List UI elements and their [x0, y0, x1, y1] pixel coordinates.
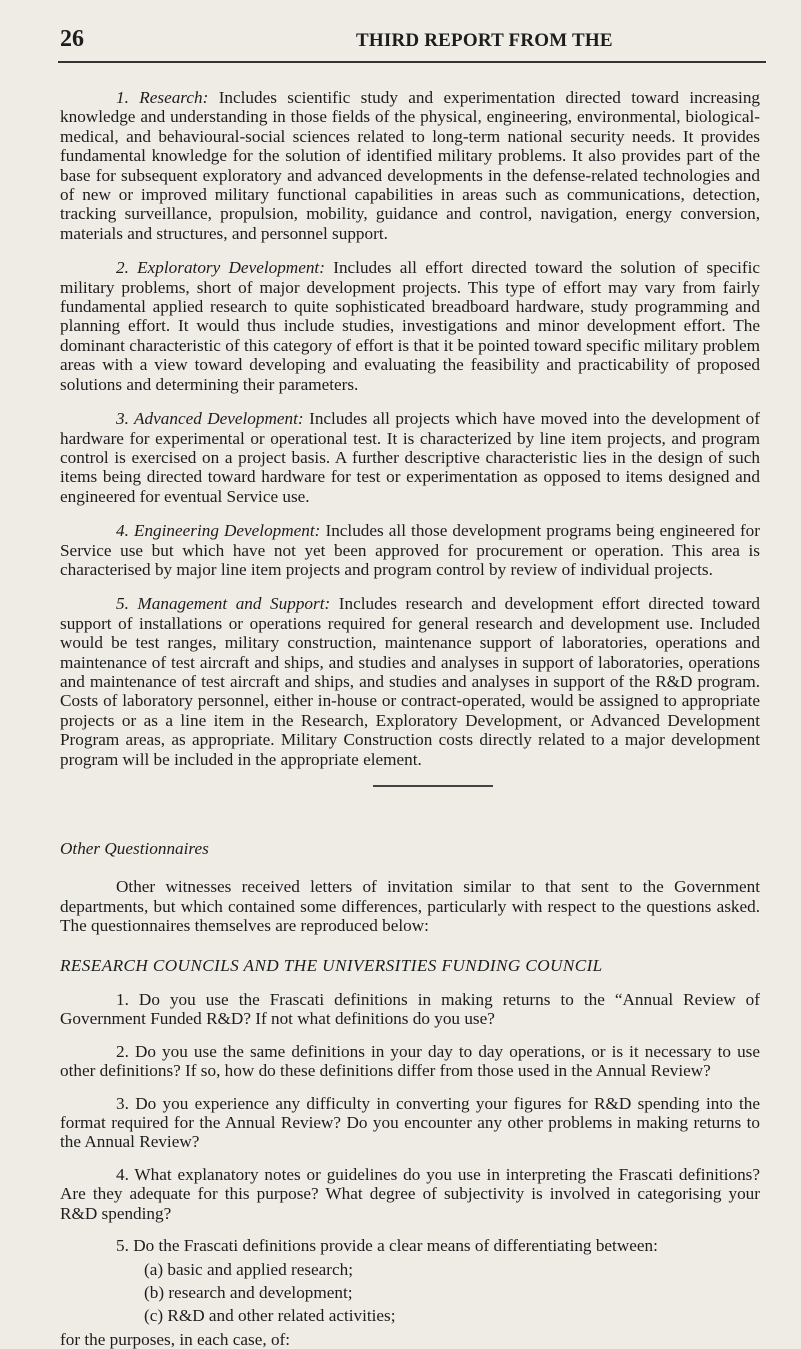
definition-text: Includes scientific study and experimentation directed toward increasing knowledge and understanding in those fields of the physical, engineering, environmental, biological-medical, and behavioural-social sciences related to long-term national security needs. It provides fundamental knowledge for the solution of identified military problems. It also provides part of the base for subsequent exploratory and advanced developments in the defense-related technologies and of new or improved military functional capabilities in areas such as communications, detection, tracking surveillance, propulsion, mobility, guidance and control, navigation, energy conversion, materials and structures, and personnel support. [60, 88, 761, 243]
subitem-c: (c) R&D and other related activities; [144, 1306, 396, 1326]
definition-term: 3. Advanced Development: [116, 409, 304, 429]
question-5: 5. Do the Frascati definitions provide a clear means of differentiating between: [116, 1236, 658, 1256]
definition-engineering-development [60, 521, 760, 579]
definition-text: Includes all those development programs being engineered for Service use but which have not yet been approved for procurement or operation. This area is characterised by major line item projects and program control by review of individual projects. [60, 521, 760, 579]
page-body [60, 88, 760, 1349]
subitem-b: (b) research and development; [144, 1282, 353, 1302]
definition-term: 5. Management and Support: [116, 594, 331, 614]
page-number: 26 [60, 26, 84, 52]
intro-paragraph: Other witnesses received letters of invitation similar to that sent to the Government departments, but which contained some differences, particularly with respect to the questions asked. The questionnaires themselves are reproduced below: [60, 877, 760, 936]
question-1: 1. Do you use the Frascati definitions in making returns to the “Annual Review of Government Funded R&D? If not what definitions do you use? [60, 990, 760, 1029]
section-heading-research-councils: RESEARCH COUNCILS AND THE UNIVERSITIES FUNDING COUNCIL [60, 955, 603, 975]
definition-management-support [60, 594, 760, 769]
definition-term: 1. Research: [116, 88, 209, 107]
definition-research [60, 88, 760, 243]
definition-term: 2. Exploratory Development: [116, 258, 325, 278]
question-4: 4. What explanatory notes or guidelines do you use in interpreting the Frascati definitions? Are they adequate for this purpose? What degree of subjectivity is involved in categorising your R&D spending? [60, 1164, 760, 1223]
question-5-subitems [144, 1260, 760, 1326]
section-divider [373, 785, 493, 787]
definition-text: Includes research and development effort directed toward support of installations or operations required for general research and development use. Included would be test ranges, military construction, maintenance support of laboratories, operations and maintenance of test aircraft and ships, and studies and analyses in support of laboratories, operations and maintenance of test aircraft and ships, and studies and analyses in support of the R&D program. Costs of laboratory personnel, either in-house or contract-operated, would be assigned to appropriate projects or as a line item in the Research, Exploratory Development, or Advanced Development Program areas, as appropriate. Military Construction costs directly related to a major development program will be included in the appropriate element. [60, 594, 761, 769]
definition-text: Includes all projects which have moved into the development of hardware for experimental or operational test. It is characterized by line item projects, and program control is exercised on a project basis. A further descriptive characteristic lies in the design of such items being directed toward hardware for test or experimentation as opposed to items designed and engineered for eventual Service use. [60, 409, 761, 506]
question-3: 3. Do you experience any difficulty in converting your figures for R&D spending into the format required for the Annual Review? Do you encounter any other problems in making returns to the Annual Review? [60, 1093, 760, 1152]
definition-exploratory-development [60, 258, 760, 394]
question-2: 2. Do you use the same definitions in your day to day operations, or is it necessary to use other definitions? If so, how do these definitions differ from those used in the Annual Review? [60, 1041, 760, 1081]
page-header [60, 26, 760, 56]
section-heading-other-questionnaires: Other Questionnaires [60, 839, 209, 858]
subitem-a: (a) basic and applied research; [144, 1259, 354, 1279]
running-head: THIRD REPORT FROM THE [356, 30, 613, 51]
definition-term: 4. Engineering Development: [116, 521, 321, 541]
definition-advanced-development [60, 409, 760, 506]
definition-text: Includes all effort directed toward the solution of specific military problems, short of major development projects. This type of effort may vary from fairly fundamental applied research to quite sophisticated breadboard hardware, study programming and planning effort. It would thus include studies, investigations and minor development effort. The dominant characteristic of this category of effort is that it be pointed toward specific military problem areas with a view toward developing and evaluating the feasibility and practicability of proposed solutions and determining their parameters. [60, 258, 760, 394]
header-rule [58, 61, 766, 63]
closing-line: for the purposes, in each case, of: [60, 1329, 291, 1349]
